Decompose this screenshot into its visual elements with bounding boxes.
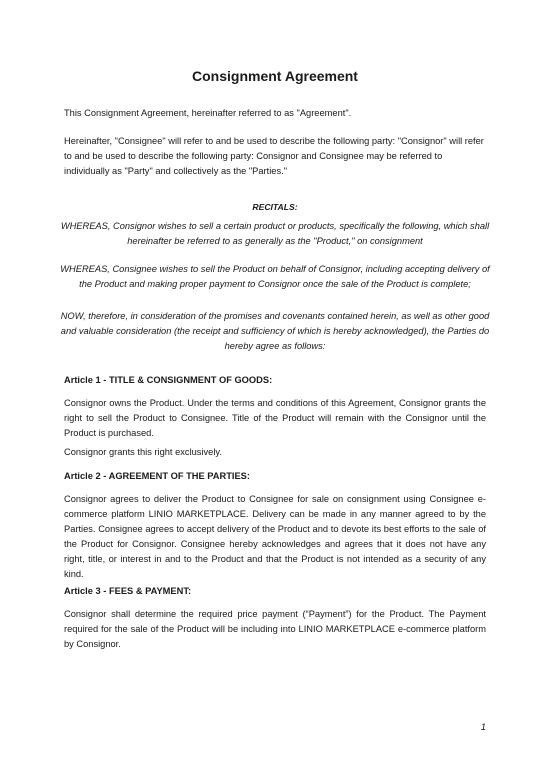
recital-2: WHEREAS, Consignee wishes to sell the Product on behalf of Consignor, including accepting delivery of the Product and making proper payment to Consignor once the sale of the Product is complete;	[60, 264, 490, 289]
document-title: Consignment Agreement	[192, 68, 358, 84]
recital-1: WHEREAS, Consignor wishes to sell a certain product or products, specifically the following, which shall hereinafter be referred to as generally as the "Product," on consignment	[60, 221, 490, 246]
page-number: 1	[480, 722, 486, 733]
article-1-heading: Article 1 - TITLE & CONSIGNMENT OF GOODS:	[64, 375, 273, 385]
recital-3: NOW, therefore, in consideration of the promises and covenants contained herein, as well as other good and valuable consideration (the receipt and sufficiency of which is hereby acknowledged), the Parties do hereby agree as follows:	[60, 311, 490, 351]
article-1-paragraph-1: Consignor owns the Product. Under the terms and conditions of this Agreement, Consignor grants the right to sell the Product to Consignee. Title of the Product will remain with the Consignor until the Product is purchased.	[64, 398, 486, 438]
article-3-paragraph-1: Consignor shall determine the required price payment (“Payment”) for the Product. The Payment required for the sale of the Product will be including into LINIO MARKETPLACE e-commerce platform by Consignor.	[64, 609, 486, 649]
article-3-heading: Article 3 - FEES & PAYMENT:	[64, 586, 192, 596]
recitals-heading: RECITALS:	[252, 202, 298, 212]
definitions-paragraph: Hereinafter, "Consignee" will refer to and be used to describe the following party: "Consignor" will refer to and be used to describe the following party: Consignor and Consignee may be referred to individually as "Party" and collectively as the "Parties."	[64, 136, 484, 176]
article-1-paragraph-2: Consignor grants this right exclusively.	[64, 447, 222, 457]
intro-paragraph: This Consignment Agreement, hereinafter referred to as "Agreement".	[64, 108, 352, 118]
article-2-heading: Article 2 - AGREEMENT OF THE PARTIES:	[64, 471, 250, 481]
article-2-paragraph-1: Consignor agrees to deliver the Product to Consignee for sale on consignment using Consignee e-commerce platform LINIO MARKETPLACE. Delivery can be made in any manner agreed to by the Parties. Consignee agrees to accept delivery of the Product and to devote its best efforts to the sale of the Product for Consignor. Consignee hereby acknowledges and agrees that it does not have any right, title, or interest in and to the Product and that the Product is not intended as a security of any kind.	[64, 494, 486, 579]
